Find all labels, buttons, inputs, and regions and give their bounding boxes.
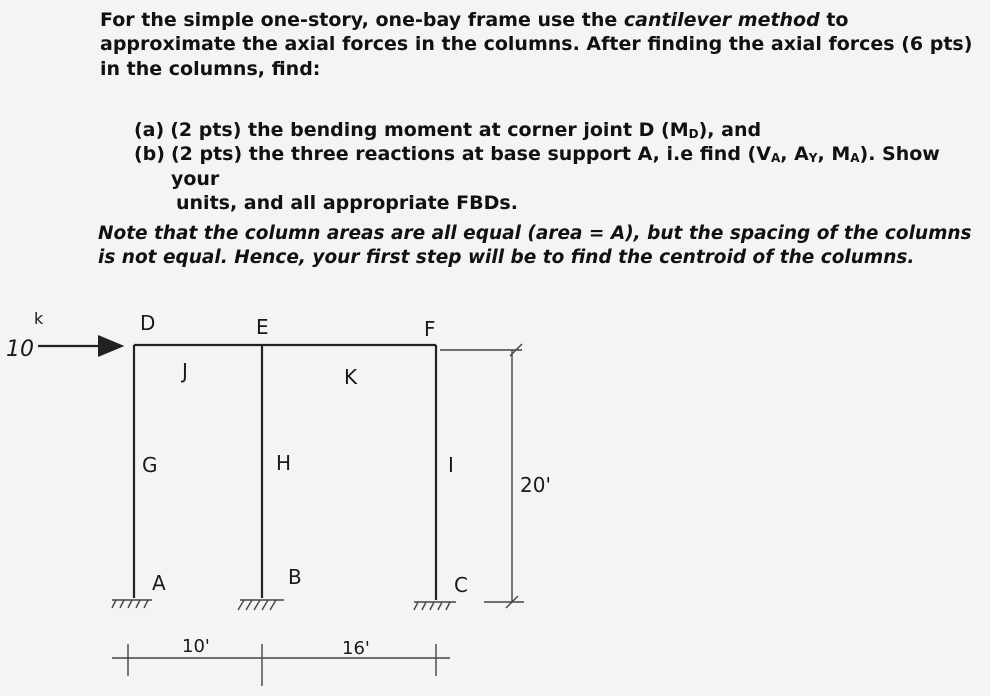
joint-D: D [140, 311, 156, 335]
support-A [112, 600, 152, 608]
part-b-end: ). Show your [170, 143, 940, 190]
dim-height: 20' [520, 473, 551, 497]
load-unit: k [34, 309, 44, 328]
joint-E: E [256, 315, 269, 339]
part-a-sub: D [688, 127, 699, 141]
member-H: H [276, 451, 292, 475]
part-a-label: (a) [134, 119, 165, 141]
support-B [238, 600, 284, 610]
load-value: 10 [6, 337, 34, 362]
intro-text-b: to approximate the axial forces in the columns. After finding the axial forces (6 pts) in the columns, find: [100, 9, 973, 80]
part-b-label: (b) [134, 143, 165, 166]
dim-left: 10' [182, 636, 210, 657]
part-a-end: ), and [698, 119, 762, 141]
member-J: J [182, 359, 188, 383]
problem-note: Note that the column areas are all equal (area = A), but the spacing of the columns is not equal. Hence, your first step will be to find the centroid of the columns. [98, 223, 972, 268]
member-K: K [344, 365, 358, 389]
part-b-sub1: A [770, 151, 781, 166]
support-C [414, 602, 456, 610]
intro-text-a: For the simple one-story, one-bay frame use the [100, 9, 624, 31]
part-b-sub2: Y [808, 151, 818, 166]
part-b-sub3: A [850, 151, 860, 166]
intro-emphasis: cantilever method [623, 9, 820, 31]
joint-A: A [152, 571, 166, 595]
part-b-body: (2 pts) the three reactions at base support A, i.e find (V [170, 143, 771, 166]
dim-right: 16' [342, 638, 370, 659]
part-a-body: (2 pts) the bending moment at corner joint D (M [170, 119, 689, 141]
part-b-mid2: , M [817, 143, 851, 166]
joint-F: F [424, 317, 436, 341]
member-G: G [142, 453, 158, 477]
span-dimension [112, 644, 450, 686]
joint-B: B [288, 565, 302, 589]
part-b-line2: units, and all appropriate FBDs. [176, 192, 518, 215]
joint-C: C [454, 573, 468, 597]
part-b-mid: , A [780, 143, 809, 166]
member-I: I [448, 453, 454, 477]
